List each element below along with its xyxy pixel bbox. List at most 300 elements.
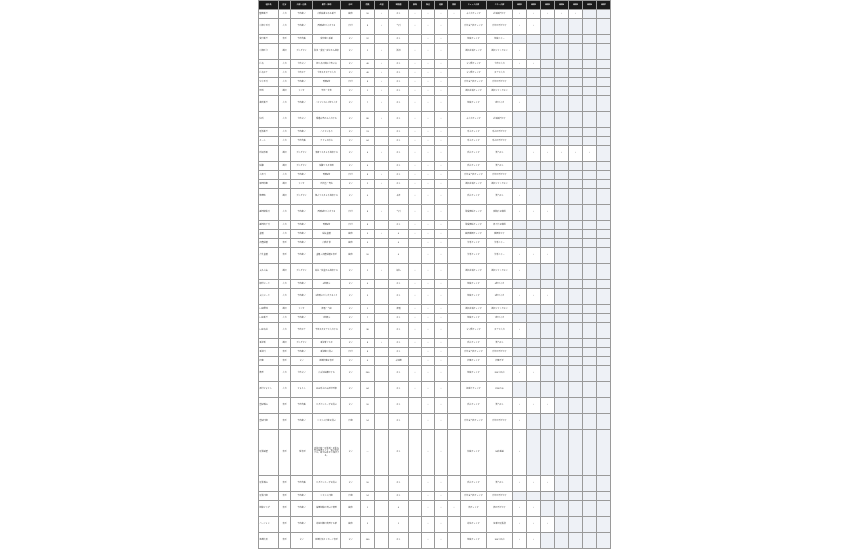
cell-r26-c1[interactable]: 入力 xyxy=(279,313,291,322)
cell-r27-c0[interactable]: 口座名義 xyxy=(259,322,279,338)
cell-r28-c19[interactable] xyxy=(583,338,597,347)
cell-r21-c13[interactable]: 計算エラー xyxy=(487,247,513,263)
cell-r14-c18[interactable] xyxy=(569,170,583,179)
table-row[interactable] xyxy=(259,491,611,500)
column-header-c11[interactable]: 削除 xyxy=(448,1,461,10)
cell-r36-c13[interactable]: 該当なし xyxy=(487,475,513,491)
cell-r19-c8[interactable]: ○ xyxy=(409,229,422,238)
cell-r24-c18[interactable] xyxy=(569,288,583,304)
cell-r19-c4[interactable]: 数値 xyxy=(341,229,361,238)
cell-r2-c20[interactable] xyxy=(597,34,611,43)
cell-r30-c11[interactable] xyxy=(448,356,461,365)
cell-r8-c18[interactable] xyxy=(569,95,583,111)
cell-r30-c4[interactable]: 文字 xyxy=(341,356,361,365)
cell-r31-c3[interactable]: 自由記述欄とする xyxy=(313,365,341,381)
cell-r16-c9[interactable]: ○ xyxy=(422,188,435,204)
column-header-c10[interactable]: 更新 xyxy=(435,1,448,10)
cell-r8-c19[interactable] xyxy=(583,95,597,111)
cell-r30-c16[interactable] xyxy=(541,356,555,365)
cell-r19-c18[interactable] xyxy=(569,229,583,238)
cell-r26-c11[interactable] xyxy=(448,313,461,322)
cell-r4-c1[interactable]: 入力 xyxy=(279,59,291,68)
cell-r32-c0[interactable]: 添付ファイル xyxy=(259,381,279,397)
cell-r9-c13[interactable]: 必須項目です xyxy=(487,111,513,127)
cell-r15-c5[interactable]: 2 xyxy=(361,179,375,188)
cell-r25-c18[interactable] xyxy=(569,304,583,313)
cell-r36-c18[interactable] xyxy=(569,475,583,491)
cell-r23-c4[interactable]: 文字 xyxy=(341,279,361,288)
cell-r39-c8[interactable] xyxy=(409,516,422,532)
cell-r24-c17[interactable] xyxy=(555,288,569,304)
table-row[interactable] xyxy=(259,397,611,413)
cell-r22-c8[interactable]: ○ xyxy=(409,263,422,279)
cell-r27-c18[interactable] xyxy=(569,322,583,338)
cell-r1-c7[interactable]: 当日 xyxy=(389,18,409,34)
cell-r31-c13[interactable]: 200字以内 xyxy=(487,365,513,381)
cell-r24-c15[interactable]: ○ xyxy=(527,288,541,304)
cell-r37-c15[interactable] xyxy=(527,491,541,500)
column-header-c3[interactable]: 備考・説明 xyxy=(313,1,341,10)
cell-r34-c0[interactable]: 登録日時 xyxy=(259,413,279,429)
cell-r9-c20[interactable] xyxy=(597,111,611,127)
cell-r35-c12[interactable]: 件数チェック xyxy=(461,429,487,475)
cell-r6-c9[interactable]: ○ xyxy=(422,77,435,86)
cell-r0-c10[interactable]: ○ xyxy=(435,9,448,18)
cell-r20-c6[interactable] xyxy=(375,238,389,247)
cell-r32-c10[interactable]: ○ xyxy=(435,381,448,397)
cell-r23-c20[interactable] xyxy=(597,279,611,288)
cell-r37-c5[interactable]: 14 xyxy=(361,491,375,500)
cell-r33-c15[interactable]: ○ xyxy=(527,397,541,413)
cell-r8-c20[interactable] xyxy=(597,95,611,111)
cell-r13-c18[interactable] xyxy=(569,161,583,170)
table-row[interactable] xyxy=(259,516,611,532)
cell-r23-c17[interactable] xyxy=(555,279,569,288)
cell-r29-c18[interactable] xyxy=(569,347,583,356)
cell-r33-c6[interactable] xyxy=(375,397,389,413)
cell-r28-c12[interactable]: 存在チェック xyxy=(461,338,487,347)
cell-r19-c20[interactable] xyxy=(597,229,611,238)
cell-r30-c8[interactable] xyxy=(409,356,422,365)
cell-r15-c13[interactable]: 選択してください xyxy=(487,179,513,188)
cell-r14-c11[interactable] xyxy=(448,170,461,179)
cell-r30-c3[interactable]: 処理状態を表示 xyxy=(313,356,341,365)
cell-r18-c8[interactable]: ○ xyxy=(409,220,422,229)
cell-r39-c15[interactable]: ○ xyxy=(527,516,541,532)
cell-r35-c3[interactable]: 更新日時・更新者・更新内容を履歴として一覧に表示する。最大50件まで保持する。 xyxy=(313,429,341,475)
cell-r18-c0[interactable]: 適用終了日 xyxy=(259,220,279,229)
cell-r12-c3[interactable]: 部署マスタより選択する xyxy=(313,145,341,161)
cell-r31-c4[interactable]: 文字 xyxy=(341,365,361,381)
cell-r8-c8[interactable]: ○ xyxy=(409,95,422,111)
cell-r10-c14[interactable] xyxy=(513,127,527,136)
cell-r9-c14[interactable] xyxy=(513,111,527,127)
cell-r8-c4[interactable]: 文字 xyxy=(341,95,361,111)
cell-r0-c2[interactable]: 半角数字 xyxy=(291,9,313,18)
cell-r26-c16[interactable] xyxy=(541,313,555,322)
cell-r21-c19[interactable] xyxy=(583,247,597,263)
cell-r3-c6[interactable]: ○ xyxy=(375,43,389,59)
column-header-c20[interactable]: 画面7 xyxy=(597,1,611,10)
cell-r10-c5[interactable]: 13 xyxy=(361,127,375,136)
cell-r16-c7[interactable]: 本社 xyxy=(389,188,409,204)
cell-r17-c5[interactable]: 8 xyxy=(361,204,375,220)
cell-r17-c9[interactable]: ○ xyxy=(422,204,435,220)
cell-r27-c5[interactable]: 30 xyxy=(361,322,375,338)
cell-r28-c8[interactable]: ○ xyxy=(409,338,422,347)
cell-r2-c1[interactable]: 表示 xyxy=(279,34,291,43)
cell-r14-c8[interactable]: ○ xyxy=(409,170,422,179)
cell-r1-c2[interactable]: 半角数字 xyxy=(291,18,313,34)
cell-r17-c13[interactable]: 開始日を確認 xyxy=(487,204,513,220)
cell-r9-c19[interactable] xyxy=(583,111,597,127)
cell-r18-c10[interactable]: ○ xyxy=(435,220,448,229)
cell-r0-c0[interactable]: 整理番号 xyxy=(259,9,279,18)
cell-r5-c2[interactable]: 全角カナ xyxy=(291,68,313,77)
cell-r10-c0[interactable]: 電話番号 xyxy=(259,127,279,136)
cell-r8-c5[interactable]: 7 xyxy=(361,95,375,111)
cell-r33-c18[interactable] xyxy=(569,397,583,413)
table-row[interactable] xyxy=(259,145,611,161)
cell-r30-c2[interactable]: 文字 xyxy=(291,356,313,365)
cell-r15-c8[interactable]: ○ xyxy=(409,179,422,188)
cell-r23-c7[interactable]: なし xyxy=(389,279,409,288)
cell-r22-c3[interactable]: 振込・現金から選択する xyxy=(313,263,341,279)
cell-r5-c5[interactable]: 40 xyxy=(361,68,375,77)
cell-r22-c0[interactable]: 支払方法 xyxy=(259,263,279,279)
cell-r29-c8[interactable] xyxy=(409,347,422,356)
cell-r2-c9[interactable]: ○ xyxy=(422,34,435,43)
cell-r39-c2[interactable]: 半角数字 xyxy=(291,516,313,532)
cell-r29-c16[interactable] xyxy=(541,347,555,356)
cell-r12-c11[interactable] xyxy=(448,145,461,161)
cell-r0-c16[interactable]: ○ xyxy=(541,9,555,18)
cell-r14-c0[interactable]: 入社日 xyxy=(259,170,279,179)
cell-r4-c5[interactable]: 40 xyxy=(361,59,375,68)
cell-r23-c0[interactable]: 銀行コード xyxy=(259,279,279,288)
cell-r23-c11[interactable] xyxy=(448,279,461,288)
cell-r3-c20[interactable] xyxy=(597,43,611,59)
cell-r14-c10[interactable]: ○ xyxy=(435,170,448,179)
cell-r12-c20[interactable] xyxy=(597,145,611,161)
cell-r40-c7[interactable]: なし xyxy=(389,532,409,548)
cell-r14-c20[interactable] xyxy=(597,170,611,179)
cell-r3-c7[interactable]: 新規 xyxy=(389,43,409,59)
column-header-c5[interactable]: 桁数 xyxy=(361,1,375,10)
cell-r29-c1[interactable]: 表示 xyxy=(279,347,291,356)
cell-r18-c9[interactable]: ○ xyxy=(422,220,435,229)
cell-r25-c16[interactable] xyxy=(541,304,555,313)
column-header-c6[interactable]: 必須 xyxy=(375,1,389,10)
cell-r10-c13[interactable]: 形式が不正です xyxy=(487,127,513,136)
cell-r8-c6[interactable]: ○ xyxy=(375,95,389,111)
cell-r11-c14[interactable] xyxy=(513,136,527,145)
cell-r12-c16[interactable]: ○ xyxy=(541,145,555,161)
cell-r13-c1[interactable]: 選択 xyxy=(279,161,291,170)
cell-r17-c18[interactable] xyxy=(569,204,583,220)
cell-r11-c5[interactable]: 64 xyxy=(361,136,375,145)
cell-r3-c10[interactable]: ○ xyxy=(435,43,448,59)
cell-r7-c12[interactable]: 選択必須チェック xyxy=(461,86,487,95)
cell-r20-c4[interactable]: 数値 xyxy=(341,238,361,247)
cell-r32-c16[interactable] xyxy=(541,381,555,397)
cell-r25-c10[interactable]: ○ xyxy=(435,304,448,313)
cell-r40-c19[interactable] xyxy=(583,532,597,548)
cell-r15-c15[interactable] xyxy=(527,179,541,188)
cell-r6-c1[interactable]: 入力 xyxy=(279,77,291,86)
cell-r39-c6[interactable] xyxy=(375,516,389,532)
cell-r34-c20[interactable] xyxy=(597,413,611,429)
cell-r5-c1[interactable]: 入力 xyxy=(279,68,291,77)
cell-r10-c18[interactable] xyxy=(569,127,583,136)
cell-r29-c13[interactable]: 日付が不正です xyxy=(487,347,513,356)
cell-r22-c10[interactable]: ○ xyxy=(435,263,448,279)
cell-r6-c19[interactable] xyxy=(583,77,597,86)
cell-r35-c11[interactable] xyxy=(448,429,461,475)
cell-r29-c6[interactable] xyxy=(375,347,389,356)
cell-r16-c1[interactable]: 選択 xyxy=(279,188,291,204)
table-row[interactable] xyxy=(259,43,611,59)
cell-r28-c0[interactable]: 承認者 xyxy=(259,338,279,347)
cell-r3-c9[interactable]: ○ xyxy=(422,43,435,59)
cell-r4-c12[interactable]: 文字種チェック xyxy=(461,59,487,68)
cell-r35-c17[interactable] xyxy=(555,429,569,475)
cell-r23-c13[interactable]: 4桁で入力 xyxy=(487,279,513,288)
cell-r29-c11[interactable] xyxy=(448,347,461,356)
cell-r36-c11[interactable] xyxy=(448,475,461,491)
cell-r26-c19[interactable] xyxy=(583,313,597,322)
cell-r4-c18[interactable] xyxy=(569,59,583,68)
column-header-c14[interactable]: 画面1 xyxy=(513,1,527,10)
cell-r24-c5[interactable]: 3 xyxy=(361,288,375,304)
cell-r16-c11[interactable] xyxy=(448,188,461,204)
cell-r37-c19[interactable] xyxy=(583,491,597,500)
cell-r31-c10[interactable]: ○ xyxy=(435,365,448,381)
cell-r13-c20[interactable] xyxy=(597,161,611,170)
cell-r32-c1[interactable]: 入力 xyxy=(279,381,291,397)
cell-r40-c12[interactable]: 桁数チェック xyxy=(461,532,487,548)
cell-r11-c7[interactable]: なし xyxy=(389,136,409,145)
cell-r36-c16[interactable]: ○ xyxy=(541,475,555,491)
table-row[interactable] xyxy=(259,500,611,516)
cell-r6-c2[interactable]: 半角数字 xyxy=(291,77,313,86)
cell-r32-c4[interactable]: 文字 xyxy=(341,381,361,397)
cell-r15-c1[interactable]: 選択 xyxy=(279,179,291,188)
cell-r30-c17[interactable] xyxy=(555,356,569,365)
cell-r2-c2[interactable]: 半角英数 xyxy=(291,34,313,43)
cell-r21-c7[interactable]: 0 xyxy=(389,247,409,263)
cell-r19-c14[interactable] xyxy=(513,229,527,238)
cell-r40-c13[interactable]: 100字以内 xyxy=(487,532,513,548)
cell-r38-c9[interactable]: ○ xyxy=(422,500,435,516)
cell-r4-c10[interactable]: ○ xyxy=(435,59,448,68)
cell-r25-c6[interactable] xyxy=(375,304,389,313)
cell-r26-c17[interactable] xyxy=(555,313,569,322)
table-row[interactable] xyxy=(259,347,611,356)
cell-r2-c10[interactable]: ○ xyxy=(435,34,448,43)
cell-r33-c12[interactable]: 存在チェック xyxy=(461,397,487,413)
cell-r3-c16[interactable] xyxy=(541,43,555,59)
cell-r1-c9[interactable]: ○ xyxy=(422,18,435,34)
cell-r18-c3[interactable]: 西暦8桁 xyxy=(313,220,341,229)
cell-r3-c18[interactable] xyxy=(569,43,583,59)
cell-r2-c7[interactable]: なし xyxy=(389,34,409,43)
cell-r34-c1[interactable]: 表示 xyxy=(279,413,291,429)
cell-r18-c4[interactable]: 日付 xyxy=(341,220,361,229)
cell-r1-c1[interactable]: 入力 xyxy=(279,18,291,34)
cell-r36-c7[interactable]: なし xyxy=(389,475,409,491)
cell-r30-c9[interactable]: ○ xyxy=(422,356,435,365)
cell-r17-c7[interactable]: 当日 xyxy=(389,204,409,220)
cell-r15-c18[interactable] xyxy=(569,179,583,188)
cell-r36-c9[interactable]: ○ xyxy=(422,475,435,491)
cell-r31-c2[interactable]: 全角文字 xyxy=(291,365,313,381)
cell-r18-c17[interactable] xyxy=(555,220,569,229)
cell-r5-c9[interactable]: ○ xyxy=(422,68,435,77)
cell-r0-c8[interactable]: ○ xyxy=(409,9,422,18)
cell-r2-c12[interactable]: 桁数チェック xyxy=(461,34,487,43)
cell-r0-c9[interactable]: ○ xyxy=(422,9,435,18)
table-row[interactable] xyxy=(259,86,611,95)
cell-r18-c13[interactable]: 終了日を確認 xyxy=(487,220,513,229)
cell-r9-c4[interactable]: 文字 xyxy=(341,111,361,127)
cell-r24-c14[interactable]: ○ xyxy=(513,288,527,304)
cell-r35-c0[interactable]: 更新履歴 xyxy=(259,429,279,475)
cell-r1-c14[interactable]: ○ xyxy=(513,18,527,34)
cell-r19-c0[interactable]: 金額 xyxy=(259,229,279,238)
cell-r5-c0[interactable]: 氏名カナ xyxy=(259,68,279,77)
cell-r16-c0[interactable]: 勤務地 xyxy=(259,188,279,204)
cell-r36-c17[interactable] xyxy=(555,475,569,491)
cell-r35-c10[interactable]: ○ xyxy=(435,429,448,475)
cell-r34-c6[interactable] xyxy=(375,413,389,429)
cell-r37-c9[interactable]: ○ xyxy=(422,491,435,500)
cell-r9-c11[interactable] xyxy=(448,111,461,127)
cell-r14-c9[interactable]: ○ xyxy=(422,170,435,179)
cell-r23-c8[interactable]: ○ xyxy=(409,279,422,288)
cell-r3-c13[interactable]: 選択してください xyxy=(487,43,513,59)
cell-r17-c8[interactable]: ○ xyxy=(409,204,422,220)
cell-r6-c17[interactable] xyxy=(555,77,569,86)
cell-r9-c8[interactable]: ○ xyxy=(409,111,422,127)
cell-r26-c6[interactable] xyxy=(375,313,389,322)
cell-r12-c17[interactable]: ○ xyxy=(555,145,569,161)
cell-r38-c3[interactable]: 論理削除の判定に使用 xyxy=(313,500,341,516)
cell-r2-c4[interactable]: 文字 xyxy=(341,34,361,43)
cell-r15-c20[interactable] xyxy=(597,179,611,188)
cell-r10-c4[interactable]: 文字 xyxy=(341,127,361,136)
cell-r16-c3[interactable]: 拠点マスタより選択する xyxy=(313,188,341,204)
cell-r11-c15[interactable] xyxy=(527,136,541,145)
cell-r36-c0[interactable]: 更新者ID xyxy=(259,475,279,491)
cell-r18-c6[interactable] xyxy=(375,220,389,229)
cell-r24-c10[interactable]: ○ xyxy=(435,288,448,304)
cell-r26-c3[interactable]: 7桁固定 xyxy=(313,313,341,322)
cell-r25-c17[interactable] xyxy=(555,304,569,313)
cell-r1-c13[interactable]: 日付が不正です xyxy=(487,18,513,34)
cell-r0-c11[interactable]: ○ xyxy=(448,9,461,18)
column-header-c18[interactable]: 画面5 xyxy=(569,1,583,10)
cell-r9-c6[interactable]: ○ xyxy=(375,111,389,127)
cell-r29-c2[interactable]: 半角数字 xyxy=(291,347,313,356)
cell-r17-c15[interactable]: ○ xyxy=(527,204,541,220)
cell-r24-c16[interactable]: ○ xyxy=(541,288,555,304)
cell-r21-c14[interactable]: ○ xyxy=(513,247,527,263)
cell-r27-c17[interactable] xyxy=(555,322,569,338)
cell-r19-c19[interactable] xyxy=(583,229,597,238)
cell-r0-c18[interactable]: ○ xyxy=(569,9,583,18)
cell-r32-c8[interactable]: ○ xyxy=(409,381,422,397)
cell-r40-c15[interactable]: ○ xyxy=(527,532,541,548)
cell-r15-c4[interactable]: 文字 xyxy=(341,179,361,188)
cell-r24-c20[interactable] xyxy=(597,288,611,304)
table-row[interactable] xyxy=(259,288,611,304)
cell-r24-c4[interactable]: 文字 xyxy=(341,288,361,304)
cell-r24-c19[interactable] xyxy=(583,288,597,304)
cell-r31-c6[interactable] xyxy=(375,365,389,381)
cell-r22-c9[interactable]: ○ xyxy=(422,263,435,279)
cell-r28-c5[interactable]: 8 xyxy=(361,338,375,347)
cell-r36-c4[interactable]: 文字 xyxy=(341,475,361,491)
cell-r30-c6[interactable] xyxy=(375,356,389,365)
cell-r0-c15[interactable]: ○ xyxy=(527,9,541,18)
cell-r26-c0[interactable]: 口座番号 xyxy=(259,313,279,322)
cell-r34-c18[interactable] xyxy=(569,413,583,429)
cell-r33-c11[interactable] xyxy=(448,397,461,413)
cell-r35-c18[interactable] xyxy=(569,429,583,475)
cell-r29-c7[interactable]: なし xyxy=(389,347,409,356)
cell-r11-c19[interactable] xyxy=(583,136,597,145)
cell-r17-c16[interactable]: ○ xyxy=(541,204,555,220)
table-row[interactable] xyxy=(259,322,611,338)
cell-r29-c10[interactable]: ○ xyxy=(435,347,448,356)
cell-r4-c4[interactable]: 文字 xyxy=(341,59,361,68)
cell-r22-c14[interactable]: ○ xyxy=(513,263,527,279)
cell-r12-c1[interactable]: 選択 xyxy=(279,145,291,161)
cell-r14-c3[interactable]: 西暦8桁 xyxy=(313,170,341,179)
cell-r39-c7[interactable]: 1 xyxy=(389,516,409,532)
table-row[interactable] xyxy=(259,204,611,220)
cell-r17-c6[interactable]: ○ xyxy=(375,204,389,220)
cell-r35-c19[interactable] xyxy=(583,429,597,475)
column-header-c4[interactable]: 形式 xyxy=(341,1,361,10)
cell-r6-c3[interactable]: 西暦8桁 xyxy=(313,77,341,86)
cell-r15-c9[interactable]: ○ xyxy=(422,179,435,188)
cell-r2-c19[interactable] xyxy=(583,34,597,43)
cell-r32-c17[interactable] xyxy=(555,381,569,397)
cell-r38-c0[interactable]: 削除フラグ xyxy=(259,500,279,516)
cell-r1-c18[interactable] xyxy=(569,18,583,34)
cell-r22-c2[interactable]: プルダウン xyxy=(291,263,313,279)
cell-r16-c10[interactable]: ○ xyxy=(435,188,448,204)
cell-r28-c20[interactable] xyxy=(597,338,611,347)
cell-r15-c14[interactable] xyxy=(513,179,527,188)
cell-r38-c13[interactable]: 値が不正です xyxy=(487,500,513,516)
cell-r25-c2[interactable]: ラジオ xyxy=(291,304,313,313)
cell-r18-c5[interactable]: 8 xyxy=(361,220,375,229)
cell-r33-c13[interactable]: 該当なし xyxy=(487,397,513,413)
cell-r35-c2[interactable]: 一覧表示 xyxy=(291,429,313,475)
cell-r33-c7[interactable]: なし xyxy=(389,397,409,413)
table-row[interactable] xyxy=(259,429,611,475)
cell-r27-c13[interactable]: カナで入力 xyxy=(487,322,513,338)
cell-r17-c1[interactable]: 入力 xyxy=(279,204,291,220)
cell-r34-c10[interactable]: ○ xyxy=(435,413,448,429)
column-header-c17[interactable]: 画面4 xyxy=(555,1,569,10)
cell-r34-c15[interactable] xyxy=(527,413,541,429)
cell-r24-c11[interactable] xyxy=(448,288,461,304)
cell-r16-c12[interactable]: 存在チェック xyxy=(461,188,487,204)
